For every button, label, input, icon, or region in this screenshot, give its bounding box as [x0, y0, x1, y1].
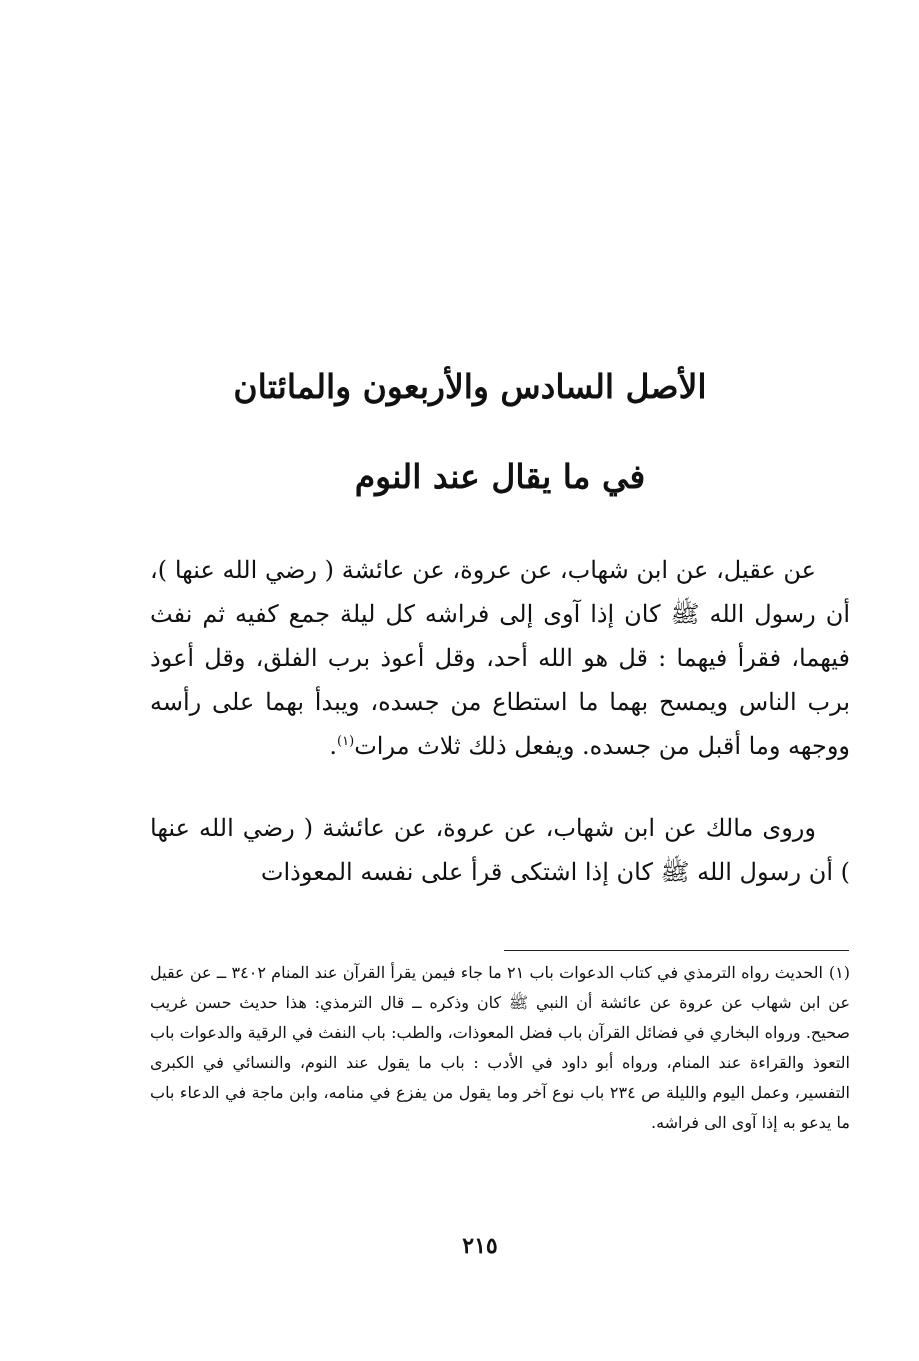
footnote-marker[interactable]: (١) [337, 734, 355, 749]
page-number: ٢١٥ [462, 1233, 498, 1259]
paragraph-end: . [329, 732, 338, 760]
footnotes-section [150, 958, 850, 1138]
body-paragraph-1 [150, 548, 850, 768]
footnote-divider [504, 950, 849, 951]
footnote-number: (١) [828, 963, 850, 982]
chapter-title: الأصل السادس والأربعون والمائتان [233, 367, 707, 406]
body-paragraph-2 [150, 806, 850, 894]
paragraph-text: وروى مالك عن ابن شهاب، عن عروة، عن عائشة ( رضي الله عنها ) أن رسول الله ﷺ كان إذا اشتكى قرأ على نفسه المعوذات [150, 814, 850, 886]
footnote-item [150, 958, 850, 1138]
footnote-text: الحديث رواه الترمذي في كتاب الدعوات باب ٢١ ما جاء فيمن يقرأ القرآن عند المنام ٣٤٠٢ ــ عن عقيل عن ابن شهاب عن عروة عن عائشة أن النبي ﷺ كان وذكره ــ قال الترمذي: هذا حديث حسن غريب صحيح. ورواه البخاري في فضائل القرآن باب فضل المعوذات، والطب: باب النفث في الرقية والدعوات باب التعوذ والقراءة عند المنام، ورواه أبو داود في الأدب : باب ما يقول عند النوم، والنسائي في الكبرى التفسير، وعمل اليوم والليلة ص ٢٣٤ باب نوع آخر وما يقول من يفزع في منامه، وابن ماجة في الدعاء باب ما يدعو به إذا آوى الى فراشه. [150, 963, 851, 1132]
paragraph-text: عن عقيل، عن ابن شهاب، عن عروة، عن عائشة ( رضي الله عنها )، أن رسول الله ﷺ كان إذا آوى إلى فراشه كل ليلة جمع كفيه ثم نفث فيهما، فقرأ فيهما : قل هو الله أحد، وقل أعوذ برب الفلق، وقل أعوذ برب الناس ويمسح بهما ما استطاع من جسده، ويبدأ بهما على رأسه ووجهه وما أقبل من جسده. ويفعل ذلك ثلاث مرات [150, 556, 851, 760]
chapter-subtitle: في ما يقال عند النوم [354, 457, 646, 496]
